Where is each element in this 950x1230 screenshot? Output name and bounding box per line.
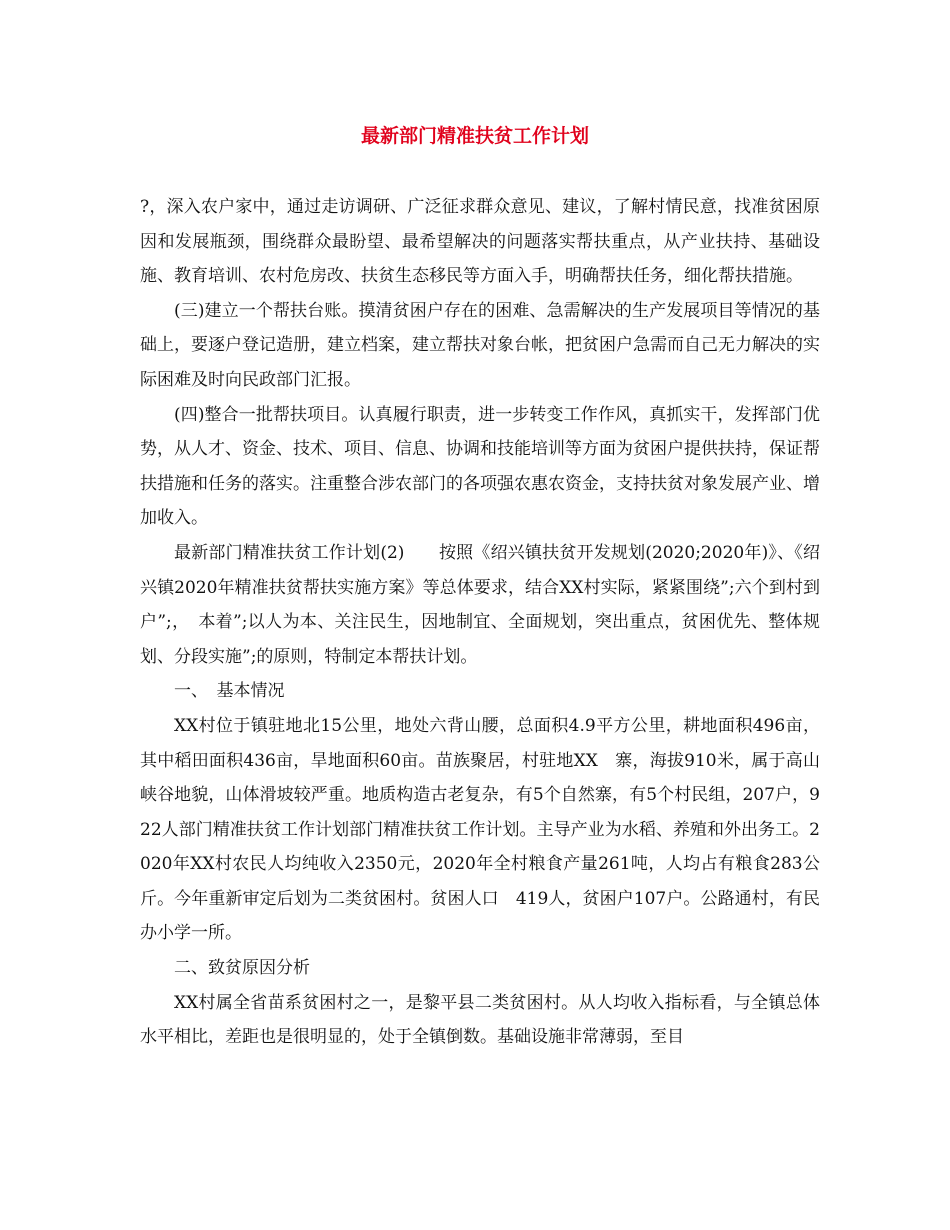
paragraph-plan-2: 最新部门精准扶贫工作计划(2) 按照《绍兴镇扶贫开发规划(2020;2020年)》、《绍兴镇2020年精准扶贫帮扶实施方案》等总体要求，结合XX村实际，紧紧围绕”;六个到村到户”;， 本着”;以人为本、关注民生，因地制宜、全面规划，突出重点，贫困优先、整体规划、分段实施”;的原则，特制定本帮扶计划。	[140, 542, 820, 667]
document-body	[140, 190, 820, 1055]
section-heading-causes: 二、致贫原因分析	[174, 958, 310, 979]
section-heading-basic: 一、 基本情况	[174, 681, 285, 702]
paragraph-ledger: (三)建立一个帮扶台账。摸清贫困户存在的困难、急需解决的生产发展项目等情况的基础上，要逐户登记造册，建立档案，建立帮扶对象台帐，把贫困户急需而自己无力解决的实际困难及时向民政部门汇报。	[140, 300, 820, 390]
paragraph-intro: ?，深入农户家中，通过走访调研、广泛征求群众意见、建议，了解村情民意，找准贫困原因和发展瓶颈，围绕群众最盼望、最希望解决的问题落实帮扶重点，从产业扶持、基础设施、教育培训、农村危房改、扶贫生态移民等方面入手，明确帮扶任务，细化帮扶措施。	[140, 197, 820, 287]
paragraph-causes: XX村属全省苗系贫困村之一，是黎平县二类贫困村。从人均收入指标看，与全镇总体水平相比，差距也是很明显的，处于全镇倒数。基础设施非常薄弱，至目	[140, 992, 820, 1048]
paragraph-basic-info: XX村位于镇驻地北15公里，地处六背山腰，总面积4.9平方公里，耕地面积496亩，其中稻田面积436亩，旱地面积60亩。苗族聚居，村驻地XX 寨，海拔910米，属于高山峡谷地貌，山体滑坡较严重。地质构造古老复杂，有5个自然寨，有5个村民组，207户，922人部门精准扶贫工作计划部门精准扶贫工作计划。主导产业为水稻、养殖和外出务工。2020年XX村农民人均纯收入2350元，2020年全村粮食产量261吨，人均占有粮食283公斤。今年重新审定后划为二类贫困村。贫困人口 419人，贫困户107户。公路通村，有民办小学一所。	[140, 715, 820, 944]
document-title: 最新部门精准扶贫工作计划	[360, 125, 589, 147]
paragraph-projects: (四)整合一批帮扶项目。认真履行职责，进一步转变工作作风，真抓实干，发挥部门优势，从人才、资金、技术、项目、信息、协调和技能培训等方面为贫困户提供扶持，保证帮扶措施和任务的落实。注重整合涉农部门的各项强农惠农资金，支持扶贫对象发展产业、增加收入。	[140, 404, 820, 529]
